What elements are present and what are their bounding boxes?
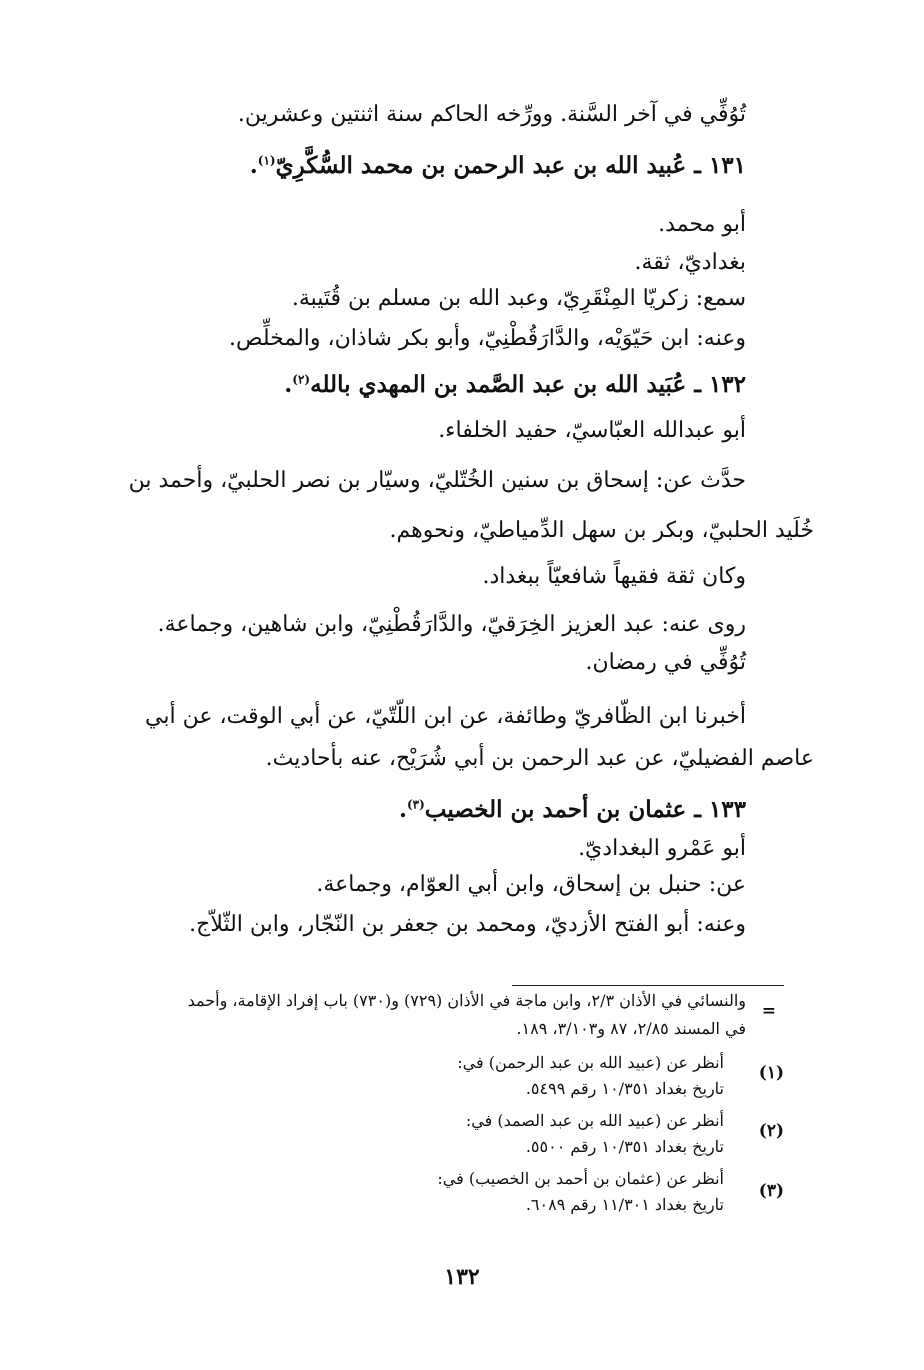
footnote-line: أنظر عن (عبيد الله بن عبد الرحمن) في: bbox=[457, 1053, 724, 1072]
entry-heading-text: ١٣٢ ـ عُبَيد الله بن عبد الصَّمد بن المهدي بالله bbox=[310, 371, 746, 398]
heading-period: . bbox=[398, 796, 407, 823]
footnote-separator bbox=[512, 985, 784, 986]
footnote-line: تاريخ بغداد ١٠/٣٥١ رقم ٥٤٩٩. bbox=[525, 1079, 724, 1098]
footnote-reference[interactable]: (٢) bbox=[292, 372, 311, 387]
body-line: أخبرنا ابن الظّافريّ وطائفة، عن ابن اللّتّيّ، عن أبي الوقت، عن أبي bbox=[145, 704, 746, 729]
footnote-line: تاريخ بغداد ١٠/٣٥١ رقم ٥٥٠٠. bbox=[525, 1137, 724, 1156]
body-line: أبو محمد. bbox=[658, 212, 746, 237]
footnote-number: (٢) bbox=[758, 1121, 784, 1141]
body-line: وعنه: ابن حَيّوَيْه، والدَّارَقُطْنِيّ، وأبو بكر شاذان، والمخلِّص. bbox=[228, 326, 746, 351]
footnote-line: والنسائي في الأذان ٢/٣، وابن ماجة في الأذان (٧٢٩) و(٧٣٠) باب إفراد الإقامة، وأحمد bbox=[187, 991, 746, 1010]
footnote-number: (١) bbox=[758, 1063, 784, 1083]
footnote-reference[interactable]: (١) bbox=[257, 153, 276, 168]
footnote-continuation-marker: = bbox=[761, 1001, 776, 1021]
footnote-line: تاريخ بغداد ١١/٣٠١ رقم ٦٠٨٩. bbox=[525, 1195, 724, 1214]
footnote-reference[interactable]: (٣) bbox=[406, 797, 425, 812]
body-line: أبو عبدالله العبّاسيّ، حفيد الخلفاء. bbox=[438, 418, 746, 443]
body-line: عاصم الفضيليّ، عن عبد الرحمن بن أبي شُرَيْح، عنه بأحاديث. bbox=[265, 746, 814, 771]
body-line: أبو عَمْرو البغداديّ. bbox=[578, 836, 746, 861]
body-line: حدَّث عن: إسحاق بن سنين الخُتّليّ، وسيّار بن نصر الحلبيّ، وأحمد بن bbox=[128, 468, 746, 493]
footnote-line: أنظر عن (عثمان بن أحمد بن الخصيب) في: bbox=[437, 1169, 724, 1188]
body-line: خُلَيد الحلبيّ، وبكر بن سهل الدِّمياطيّ، ونحوهم. bbox=[389, 518, 814, 543]
footnote-number: (٣) bbox=[758, 1181, 784, 1201]
heading-period: . bbox=[284, 371, 293, 398]
entry-heading-text: ١٣١ ـ عُبيد الله بن عبد الرحمن بن محمد السُّكَّرِيّ bbox=[275, 152, 746, 179]
footnote-line: في المسند ٢/٨٥، ٨٧ و٣/١٠٣، ١٨٩. bbox=[516, 1019, 746, 1038]
entry-heading-132 bbox=[284, 370, 746, 400]
body-line: وكان ثقة فقيهاً شافعيّاً ببغداد. bbox=[482, 564, 746, 589]
body-line: تُوُفِّي في آخر السَّنة. وورِّخه الحاكم سنة اثنتين وعشرين. bbox=[237, 102, 746, 127]
body-line: سمع: زكريّا المِنْقَرِيّ، وعبد الله بن مسلم بن قُتَيبة. bbox=[291, 286, 746, 311]
heading-period: . bbox=[249, 152, 258, 179]
body-line: تُوُفِّي في رمضان. bbox=[585, 650, 746, 675]
entry-heading-text: ١٣٣ ـ عثمان بن أحمد بن الخصيب bbox=[424, 796, 746, 823]
body-line: روى عنه: عبد العزيز الخِرَقيّ، والدَّارَقُطْنِيّ، وابن شاهين، وجماعة. bbox=[157, 612, 746, 637]
entry-heading-131 bbox=[250, 151, 746, 181]
entry-heading-133 bbox=[399, 795, 746, 825]
body-line: عن: حنبل بن إسحاق، وابن أبي العوّام، وجماعة. bbox=[316, 872, 746, 897]
body-line: وعنه: أبو الفتح الأزديّ، ومحمد بن جعفر بن النّجّار، وابن الثّلاّج. bbox=[189, 912, 746, 937]
footnote-line: أنظر عن (عبيد الله بن عبد الصمد) في: bbox=[465, 1111, 724, 1130]
page-number: ١٣٢ bbox=[444, 1264, 480, 1290]
body-line: بغداديّ، ثقة. bbox=[634, 250, 746, 275]
